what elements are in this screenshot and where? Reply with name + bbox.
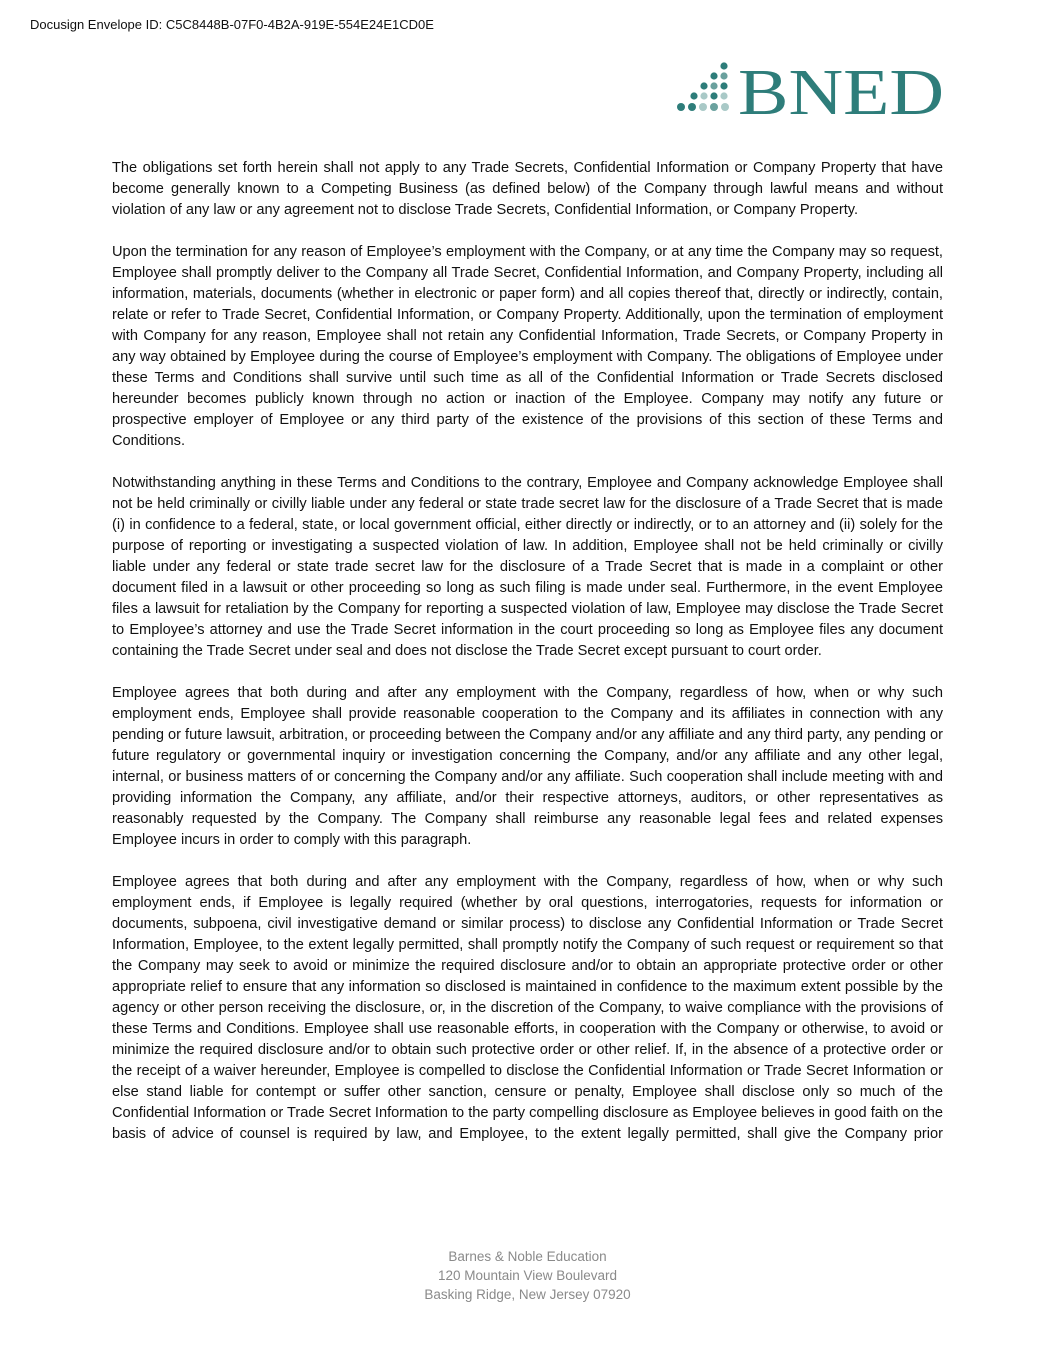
logo-dot-mark	[677, 62, 729, 111]
footer-street-address: 120 Mountain View Boulevard	[437, 1268, 618, 1283]
document-body	[112, 158, 943, 1145]
paragraph-trade-secret-exclusions: The obligations set forth herein shall not apply to any Trade Secrets, Confidential Information or Company Property that have become generally known to a Competing Business (as defined below) of the Company through lawful means and without violation of any law or any agreement not to disclose Trade Secrets, Confidential Information, or Company Property.	[112, 160, 943, 218]
logo-wordmark: BNED	[738, 58, 944, 122]
paragraph-compelled-disclosure: Employee agrees that both during and after any employment with the Company, regardless of how, when or why such employment ends, if Employee is legally required (whether by oral questions, interrogatories, requests for information or documents, subpoena, civil investigative demand or similar process) to disclose any Confidential Information or Trade Secret Information, Employee, to the extent legally permitted, shall promptly notify the Company of such request or requirement so that the Company may seek to avoid or minimize the required disclosure and/or to obtain an appropriate protective order or other appropriate relief to ensure that any information so disclosed is maintained in confidence to the maximum extent possible by the agency or other person receiving the disclosure, or, in the discretion of the Company, to waive compliance with the provisions of these Terms and Conditions. Employee shall use reasonable efforts, in cooperation with the Company or otherwise, to avoid or minimize the required disclosure and/or to obtain such protective order or other relief. If, in the absence of a protective order or the receipt of a waiver hereunder, Employee is compelled to disclose the Confidential Information or Trade Secret Information or else stand liable for contempt or suffer other sanction, censure or penalty, Employee shall disclose only so much of the Confidential Information or Trade Secret Information to the party compelling disclosure as Employee believes in good faith on the basis of advice of counsel is required by law, and Employee, to the extent legally permitted, shall give the Company prior	[112, 874, 943, 1142]
paragraph-cooperation: Employee agrees that both during and after any employment with the Company, regardless of how, when or why such employment ends, Employee shall provide reasonable cooperation to the Company and its affiliates in connection with any pending or future lawsuit, arbitration, or proceeding between the Company and/or any affiliate and any third party, any pending or future regulatory or governmental inquiry or investigation concerning the Company, and/or any affiliate and any other legal, internal, or business matters of or concerning the Company and/or any affiliate. Such cooperation shall include meeting with and providing information the Company, any affiliate, and/or their respective attorneys, auditors, or other representatives as reasonably requested by the Company. The Company shall reimburse any reasonable legal fees and related expenses Employee incurs in order to comply with this paragraph.	[112, 685, 944, 848]
page-footer	[0, 1247, 1055, 1304]
bned-logo	[674, 58, 946, 122]
paragraph-return-of-property: Upon the termination for any reason of Employee’s employment with the Company, or at any time the Company may so request, Employee shall promptly deliver to the Company all Trade Secret, Confidential Information, and Company Property, including all information, materials, documents (whether in electronic or paper form) and all copies thereof that, directly or indirectly, contain, relate or refer to Trade Secret, Confidential Information, or Company Property. Additionally, upon the termination of employment with Company for any reason, Employee shall not retain any Confidential Information, Trade Secrets, or Company Property in any way obtained by Employee during the course of Employee’s employment with Company. The obligations of Employee under these Terms and Conditions shall survive until such time as all of the Confidential Information or Trade Secrets disclosed hereunder becomes publicly known through no action or inaction of the Employee. Company may notify any future or prospective employer of Employee or any third party of the existence of the provisions of this section of these Terms and Conditions.	[112, 244, 943, 449]
paragraph-whistleblower-immunity: Notwithstanding anything in these Terms and Conditions to the contrary, Employee and Company acknowledge Employee shall not be held criminally or civilly liable under any federal or state trade secret law for the disclosure of a Trade Secret that is made (i) in confidence to a federal, state, or local government official, either directly or indirectly, or to an attorney and (ii) solely for the purpose of reporting or investigating a suspected violation of law. In addition, Employee shall not be held criminally or civilly liable under any federal or state trade secret law for the disclosure of a Trade Secret that is made in a complaint or other document filed in a lawsuit or other proceeding so long as such filing is made under seal. Furthermore, in the event Employee files a lawsuit for retaliation by the Company for reporting a suspected violation of law, Employee may disclose the Trade Secret to Employee’s attorney and use the Trade Secret information in the court proceeding so long as Employee files any document containing the Trade Secret under seal and does not disclose the Trade Secret except pursuant to court order.	[112, 475, 943, 659]
footer-company-name: Barnes & Noble Education	[448, 1249, 607, 1264]
footer-city-state-zip: Basking Ridge, New Jersey 07920	[424, 1287, 631, 1302]
docusign-envelope-id: Docusign Envelope ID: C5C8448B-07F0-4B2A-919E-554E24E1CD0E	[30, 17, 434, 32]
